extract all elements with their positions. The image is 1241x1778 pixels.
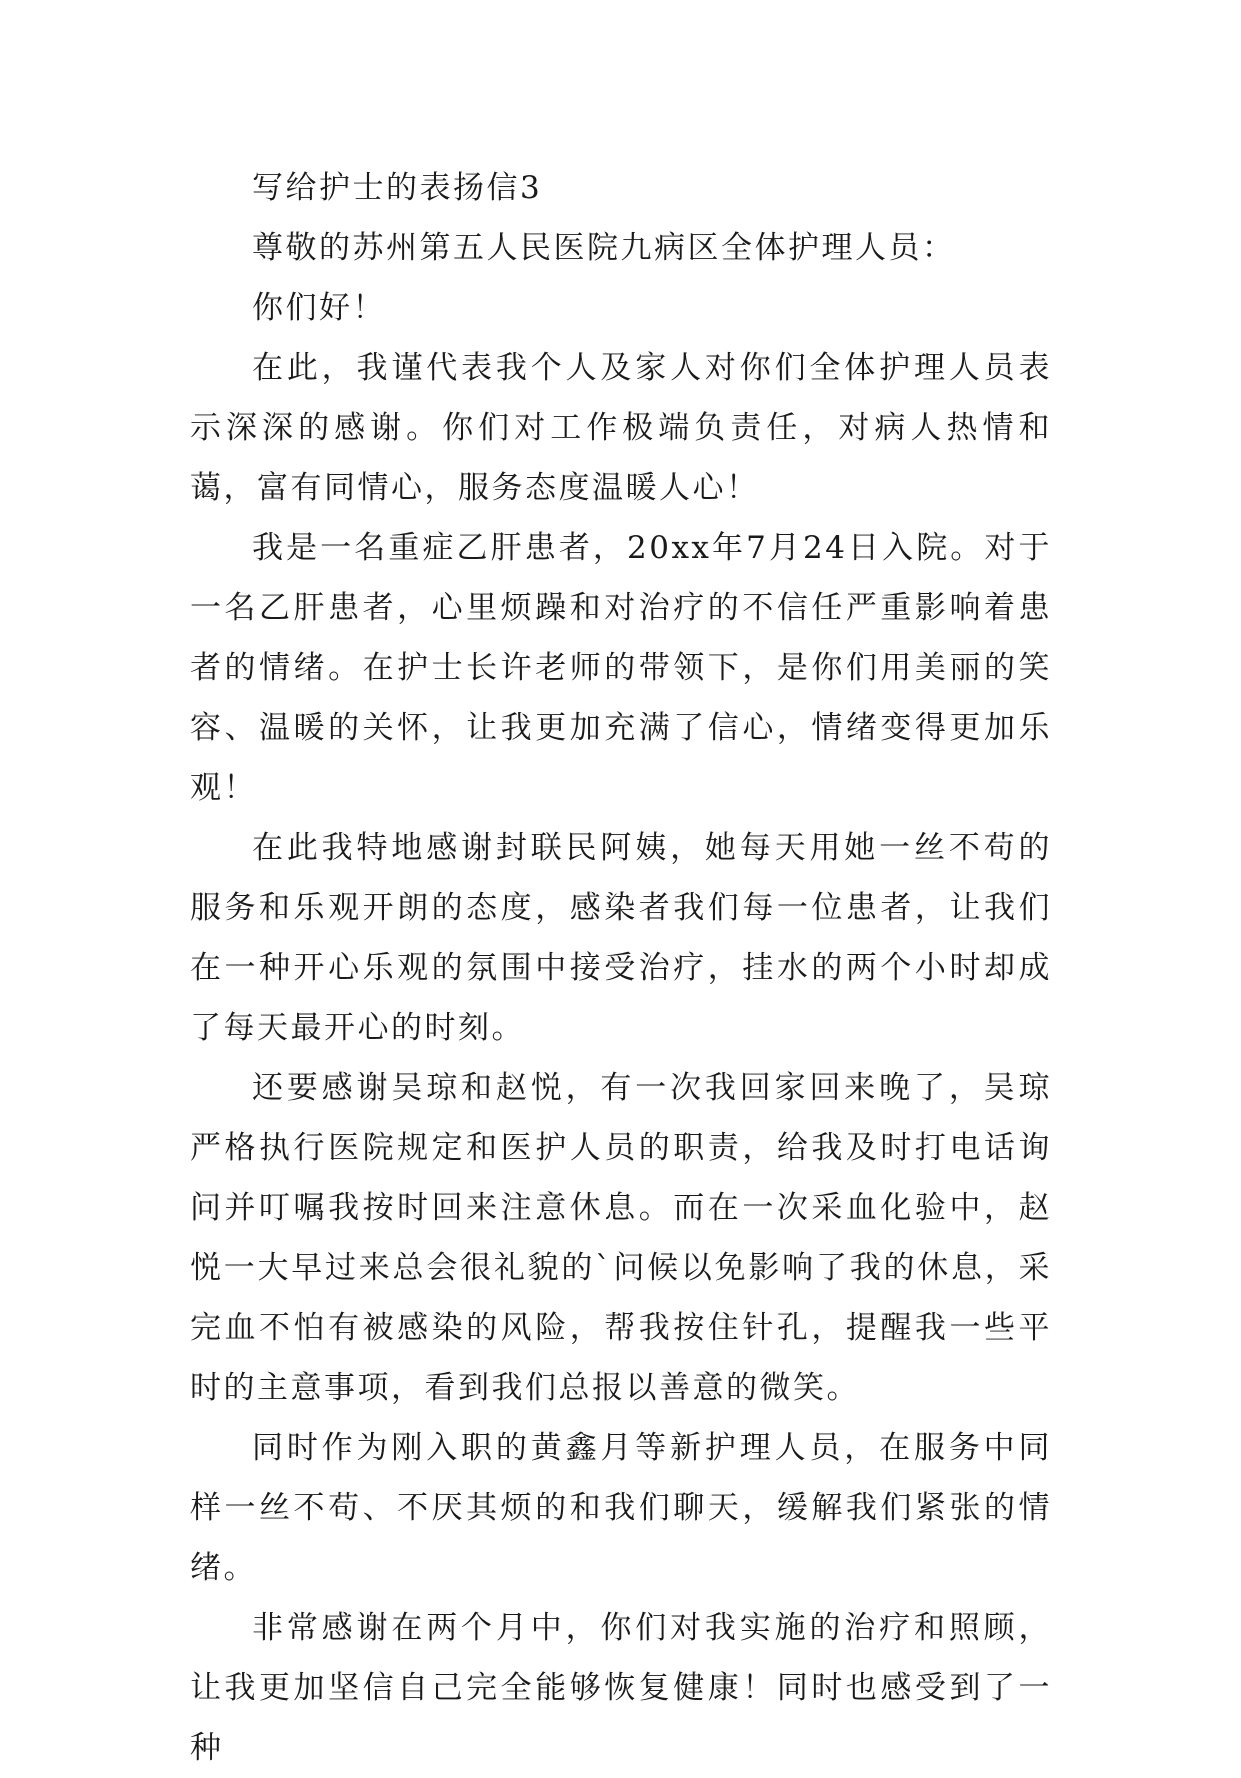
letter-greeting: 你们好！ bbox=[252, 290, 386, 326]
paragraph-3: 在此我特地感谢封联民阿姨，她每天用她一丝不苟的服务和乐观开朗的态度，感染者我们每一位患者，让我们在一种开心乐观的氛围中接受治疗，挂水的两个小时却成了每天最开心的时刻。 bbox=[190, 830, 1052, 1046]
paragraph-1: 在此，我谨代表我个人及家人对你们全体护理人员表示深深的感谢。你们对工作极端负责任，对病人热情和蔼，富有同情心，服务态度温暖人心！ bbox=[190, 350, 1052, 506]
letter-body bbox=[190, 158, 1052, 1778]
paragraph-4: 还要感谢吴琼和赵悦，有一次我回家回来晚了，吴琼严格执行医院规定和医护人员的职责，给我及时打电话询问并叮嘱我按时回来注意休息。而在一次采血化验中，赵悦一大早过来总会很礼貌的`问候以免影响了我的休息，采完血不怕有被感染的风险，帮我按住针孔，提醒我一些平时的主意事项，看到我们总报以善意的微笑。 bbox=[190, 1070, 1052, 1406]
letter-salutation: 尊敬的苏州第五人民医院九病区全体护理人员： bbox=[252, 230, 956, 266]
paragraph-5: 同时作为刚入职的黄鑫月等新护理人员，在服务中同样一丝不苟、不厌其烦的和我们聊天，缓解我们紧张的情绪。 bbox=[190, 1430, 1052, 1586]
paragraph-2: 我是一名重症乙肝患者，20xx年7月24日入院。对于一名乙肝患者，心里烦躁和对治疗的不信任严重影响着患者的情绪。在护士长许老师的带领下，是你们用美丽的笑容、温暖的关怀，让我更加充满了信心，情绪变得更加乐观！ bbox=[190, 530, 1052, 806]
paragraph-6: 非常感谢在两个月中，你们对我实施的治疗和照顾，让我更加坚信自己完全能够恢复健康！同时也感受到了一种 bbox=[190, 1610, 1052, 1766]
letter-title: 写给护士的表扬信3 bbox=[252, 170, 543, 206]
